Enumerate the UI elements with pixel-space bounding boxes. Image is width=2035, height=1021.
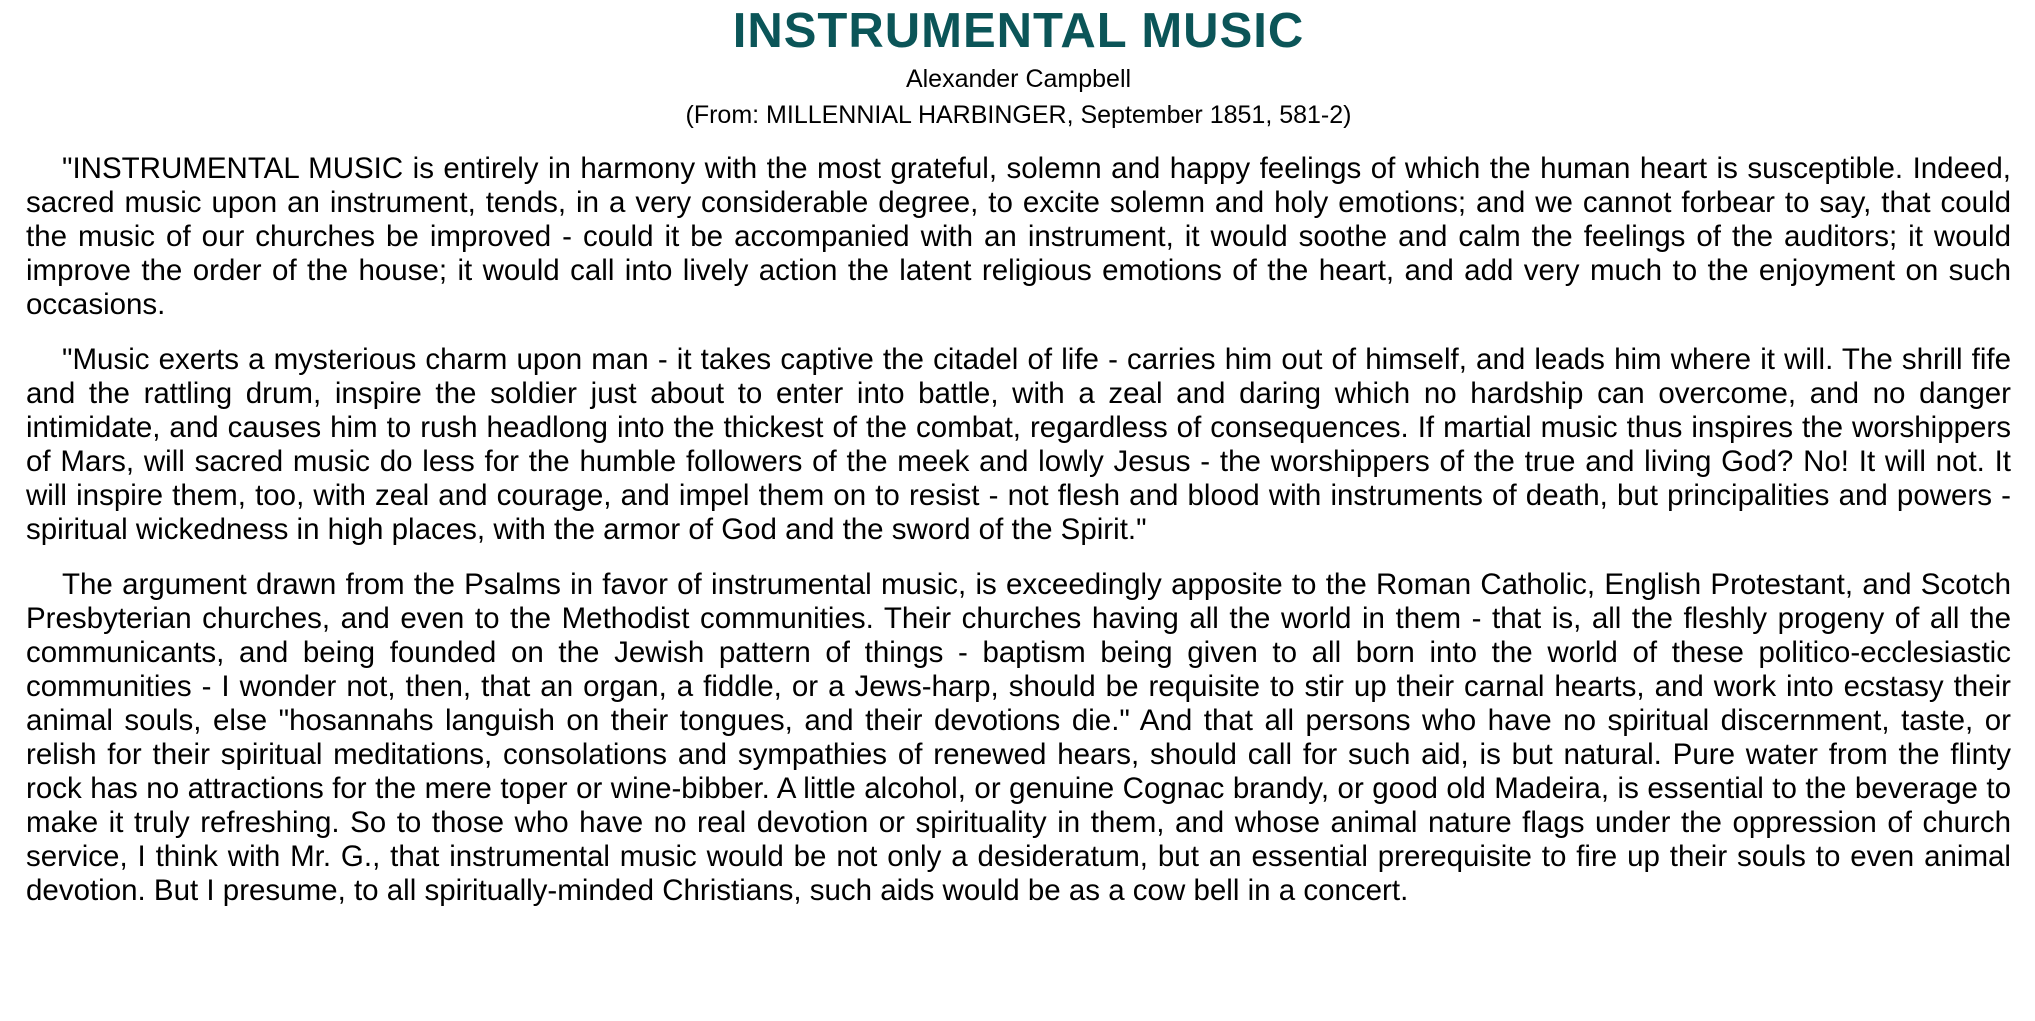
- source-citation: (From: MILLENNIAL HARBINGER, September 1851, 581-2): [685, 101, 1352, 129]
- paragraph-3: The argument drawn from the Psalms in favor of instrumental music, is exceedingly apposite to the Roman Catholic, English Protestant, and Scotch Presbyterian churches, and even to the Methodist communities. Their churches having all the world in them - that is, all the fleshly progeny of all the communicants, and being founded on the Jewish pattern of things - baptism being given to all born into the world of these politico-ecclesiastic communities - I wonder not, then, that an organ, a fiddle, or a Jews-harp, should be requisite to stir up their carnal hearts, and work into ecstasy their animal souls, else "hosannahs languish on their tongues, and their devotions die." And that all persons who have no spiritual discernment, taste, or relish for their spiritual meditations, consolations and sympathies of renewed hears, should call for such aid, is but natural. Pure water from the flinty rock has no attractions for the mere toper or wine-bibber. A little alcohol, or genuine Cognac brandy, or good old Madeira, is essential to the beverage to make it truly refreshing. So to those who have no real devotion or spirituality in them, and whose animal nature flags under the oppression of church service, I think with Mr. G., that instrumental music would be not only a desideratum, but an essential prerequisite to fire up their souls to even animal devotion. But I presume, to all spiritually-minded Christians, such aids would be as a cow bell in a concert.: [26, 568, 2011, 907]
- paragraph-2: "Music exerts a mysterious charm upon man - it takes captive the citadel of life - carries him out of himself, and leads him where it will. The shrill fife and the rattling drum, inspire the soldier just about to enter into battle, with a zeal and daring which no hardship can overcome, and no danger intimidate, and causes him to rush headlong into the thickest of the combat, regardless of consequences. If martial music thus inspires the worshippers of Mars, will sacred music do less for the humble followers of the meek and lowly Jesus - the worshippers of the true and living God? No! It will not. It will inspire them, too, with zeal and courage, and impel them on to resist - not flesh and blood with instruments of death, but principalities and powers - spiritual wickedness in high places, with the armor of God and the sword of the Spirit.": [26, 343, 2011, 546]
- article-body: [26, 152, 2011, 908]
- document-page: [0, 4, 2035, 908]
- page-title: INSTRUMENTAL MUSIC: [732, 4, 1305, 58]
- author-name: Alexander Campbell: [905, 65, 1132, 93]
- paragraph-1: "INSTRUMENTAL MUSIC is entirely in harmony with the most grateful, solemn and happy feelings of which the human heart is susceptible. Indeed, sacred music upon an instrument, tends, in a very considerable degree, to excite solemn and holy emotions; and we cannot forbear to say, that could the music of our churches be improved - could it be accompanied with an instrument, it would soothe and calm the feelings of the auditors; it would improve the order of the house; it would call into lively action the latent religious emotions of the heart, and add very much to the enjoyment on such occasions.: [26, 152, 2011, 321]
